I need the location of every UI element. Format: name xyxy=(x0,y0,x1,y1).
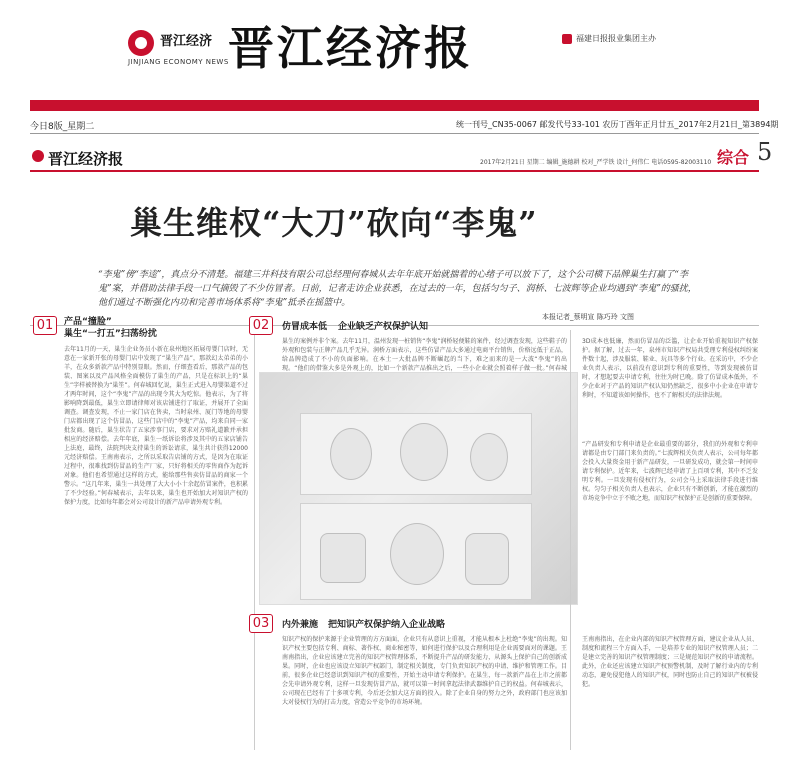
article-headline: 巢生维权“大刀”砍向“李鬼” xyxy=(130,204,538,242)
page-logo-icon xyxy=(32,150,44,162)
right-column-body-1: 3D成本也低廉，然而仿冒品的泛滥，让企业开始重视知识产权保护。据了解，过去一年，泉州市知识产权局共受理专利侵权纠纷案件数十起，涉及服装、鞋业、玩具等多个行业。在采访中，不少企业负责人表示，以前没有意识到专利的重要性，等到发现被仿冒时，才想起要去申请专利，往往为时已晚。除了仿冒成本低外，不少企业对于产品的知识产权认知仍然缺乏，很多中小企业在申请专利时，不知道该如何操作，也不了解相关的法律法规。 xyxy=(582,338,758,399)
masthead-english-name: JINJIANG ECONOMY NEWS xyxy=(128,58,229,66)
section-title-03-line1: 内外兼施 xyxy=(282,620,319,630)
article-photo xyxy=(259,372,578,605)
photo-toy xyxy=(330,428,372,480)
page-number: 5 xyxy=(757,138,773,166)
section-body-02: 巢生的案例并非个案。去年11月，温州发现一桩销售“李鬼”润桥轻便鞋的案件，经过调查发现，这些鞋子的外观和包装与正牌产品几乎无异。润桥方面表示，这些仿冒产品大多通过电商平台销售，价格远低于正品，给品牌造成了不小的负面影响。在本土一大批品牌不断崛起的当下，难之而来的是一大波“李鬼”的出现。“他们的借鉴大多是外观上的，比如一个新款产品推出之后，一些小企业就会照着样子做一批。”何春城 xyxy=(282,338,568,372)
issue-info-left: 今日8版_星期二 xyxy=(30,122,95,132)
photo-toy xyxy=(400,423,448,481)
photo-toy xyxy=(470,433,508,481)
section-title-01-line1: 产品“撞脸” xyxy=(64,317,112,327)
section-title-02-line2: 企业缺乏产权保护认知 xyxy=(338,322,429,332)
divider xyxy=(30,133,759,134)
newspaper-logo-icon xyxy=(128,30,154,56)
masthead-red-band xyxy=(30,100,759,111)
section-number-01: 01 xyxy=(33,316,57,335)
right-column-body-2: “产品研发和专利申请是企业最重要的部分，我们的外观和专利申请都是由专门部门来负责的。”七波辉相关负责人表示，公司每年都会投入大量资金用于新产品研发，一旦研发成功，就会第一时间申请专利保护。近年来，七波辉已经申请了上百项专利，其中不乏发明专利。一旦发现有侵权行为，公司会马上采取法律手段进行维权。匀匀子相关负责人也表示，企业只有不断创新，才能在激烈的市场竞争中立于不败之地，而知识产权保护正是创新的重要保障。 xyxy=(582,441,758,502)
section-number-03: 03 xyxy=(249,614,273,633)
section-title-03-line2: 把知识产权保护纳入企业战略 xyxy=(328,620,446,630)
column-divider xyxy=(570,330,571,750)
article-deck: “李鬼”傍“李逵”，真点分不清楚。福建三井科技有限公司总经理何春城从去年年底开始就揣着的心绪子可以放下了，这个公司横下品牌巢生打赢了“李鬼”案，并借助法律手段一口气摘毁了不少仿冒者。日前，记者走访企业获悉，在过去的一年，包括匀匀子、润桥、七波辉等企业均遇到“李鬼”的骚扰，他们通过不断强化内功和完善市场体系将“李鬼”抵杀在摇篮中。 xyxy=(98,270,697,308)
column-divider xyxy=(254,330,255,750)
right-column-body-3: 王南南指出，在企业内部的知识产权管理方面，建议企业从人员、制度和流程三个方面入手，一是培养专业的知识产权管理人员；二是建立完善的知识产权管理制度；三是规范知识产权的申请流程。此外，企业还应该建立知识产权预警机制，及时了解行业内的专利动态，避免侵犯他人的知识产权，同时也防止自己的知识产权被侵犯。 xyxy=(582,636,758,688)
section-body-03: 知识产权的保护来源于企业管理的方方面面，企业只有从意识上重视，才能从根本上杜绝“李鬼”的出现。知识产权主要包括专利、商标、著作权、商业秘密等，如何进行保护以及合理利用是企业需要面对的课题。王南南指出，企业应该建立完善的知识产权管理体系，不断提升产品的研发能力，从源头上保护自己的创新成果。同时，企业也应该设立知识产权部门，制定相关制度，专门负责知识产权的申请、维护和管理工作。目前，很多企业已经意识到知识产权的重要性，开始主动申请专利保护。在巢生，每一款新产品在上市之前都会先申请外观专利，这样一旦发现仿冒产品，就可以第一时间拿起法律武器维护自己的权益。何春城表示，公司现在已经有了十多项专利，今后还会加大这方面的投入。除了企业自身的努力之外，政府部门也应该加大对侵权行为的打击力度，营造公平竞争的市场环境。 xyxy=(282,636,567,706)
page-logo: 晋江经济报 xyxy=(48,150,124,168)
masthead-title: 晋江经济报 xyxy=(228,21,473,75)
section-number-02: 02 xyxy=(249,316,273,335)
section-tag: 综合 xyxy=(717,148,750,167)
article-byline: 本报记者_蔡明宣 陈巧玲 文图 xyxy=(542,313,634,321)
page-meta: 2017年2月21日 星期二 编辑_施德耕 校对_严学铁 设计_何伟仁 电话0595-82003110 xyxy=(480,159,712,166)
page-header-rule xyxy=(30,170,759,172)
issue-info-right: 统一刊号_CN35-0067 邮发代号33-101 农历丁酉年正月廿五_2017年2月21日_第3894期 xyxy=(456,120,779,129)
photo-toy-box xyxy=(465,533,509,585)
sponsor-text: 福建日报报业集团主办 xyxy=(576,34,656,43)
photo-toy xyxy=(390,523,444,585)
section-title-02-line1: 仿冒成本低 xyxy=(282,322,328,332)
masthead-logo-text: 晋江经济 xyxy=(160,34,213,49)
photo-toy-box xyxy=(320,533,366,583)
section-title-01-line2: 巢生“一打五”扫荡纷扰 xyxy=(64,329,157,339)
sponsor-badge-icon xyxy=(562,34,572,44)
section-body-01: 去年11月的一天，巢生企业务员小新在泉州地区拓展母婴门店时，无意在一家新开张的母婴门店中发现了“巢生产品”，那款幻太弟弟的小羊，在众多新款产品中特别显眼。然而，仔细查看后，那款产品的包装、图案以及产品风格全面模仿了巢生的产品，只是在标识上的“巢生”字样被替换为“巢笙”。何春城回忆说，巢生正式进入母婴渠道不过才两年时间，这个“李鬼”产品的出现令其大为吃惊。他表示，为了将影响降到最低，巢生立即请律师对该店铺进行了取证，并展开了全面调查。调查发现，不止一家门店在售卖，当时泉州、厦门等地的母婴门店都出现了这个仿冒品，这些门店中的“李鬼”产品，均来自同一家批发商。随后，巢生状告了五家涉事门店，要求对方赔礼道歉并承担相应的经济赔偿。去年年底，巢生一纸诉讼将涉及其中的五家店铺告上法庭，最终，法院判决支持巢生的诉讼请求，巢生共计获得12000元经济赔偿。王南南表示，之所以采取告店铺的方式，是因为在取证过程中，很难找到仿冒品的生产厂家，只好将相关的零售商作为起诉对象。他们也希望通过这样的方式，能给那些售卖仿冒品的商家一个警示。“这几年来，巢生一共处理了大大小小十余起仿冒案件，也积累了不少经验。”何春城表示，去年以来，巢生也开始加大对知识产权的保护力度，比如每年都会对公司设计的新产品申请外观专利。 xyxy=(64,346,248,506)
